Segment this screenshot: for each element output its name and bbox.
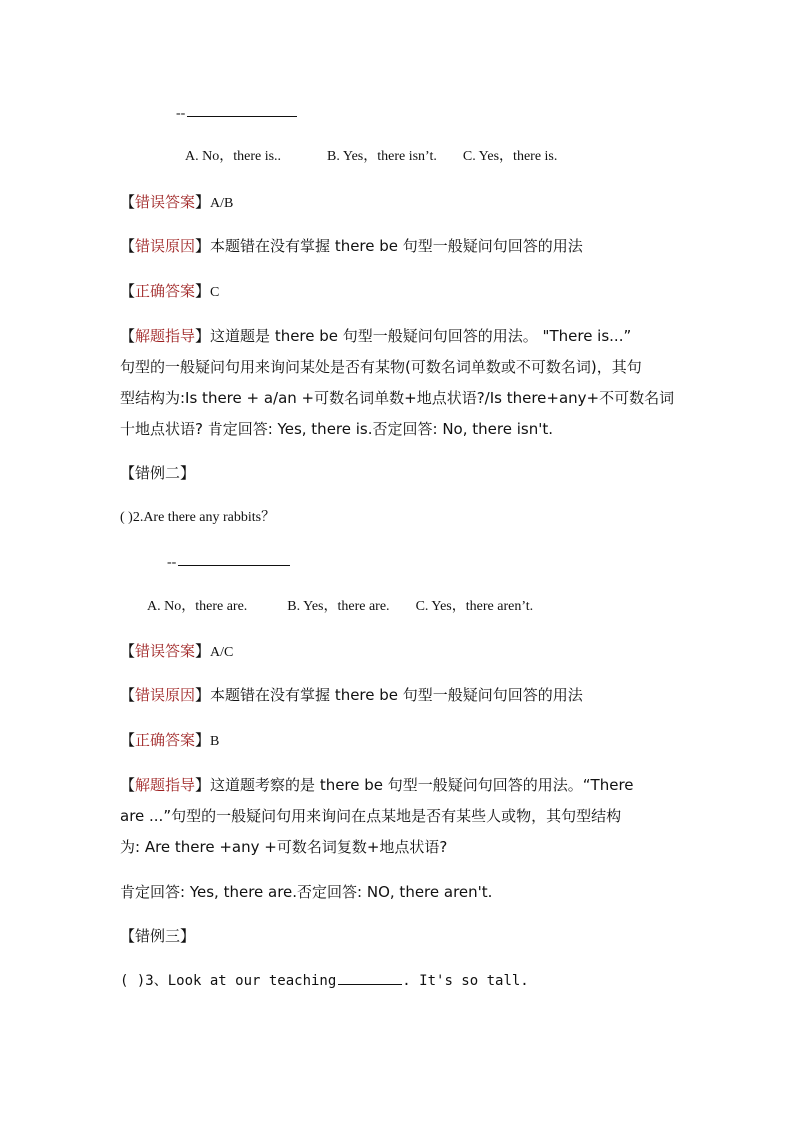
wrong-answer-value: A/C (210, 645, 234, 660)
bracket-close: 】 (195, 686, 211, 704)
wrong-reason-label: 错误原因 (135, 686, 196, 704)
correct-answer-value: B (210, 734, 220, 749)
q1-guide-line-4: 十地点状语? 肯定回答: Yes, there is.否定回答: No, there isn't. (120, 420, 553, 438)
q2-wrong-answer (120, 641, 233, 663)
guide-text: 这道题是 there be 句型一般疑问句回答的用法。 "There is...” (210, 327, 632, 345)
bracket-close: 】 (195, 193, 211, 211)
bracket-open: 【 (120, 282, 136, 300)
q2-guide-line-3: 为: Are there +any +可数名词复数+地点状语? (120, 838, 448, 856)
answer-prefix: -- (167, 555, 177, 570)
bracket-open: 【 (120, 237, 136, 255)
q1-guide-line-2: 句型的一般疑问句用来询问某处是否有某物(可数名词单数或不可数名词)，其句 (120, 358, 642, 376)
q1-guide-line-1 (120, 326, 631, 346)
bracket-close: 】 (195, 642, 211, 660)
wrong-answer-value: A/B (210, 196, 234, 211)
guide-label: 解题指导 (135, 776, 196, 794)
q1-wrong-reason (120, 236, 583, 256)
example3-heading: 【错例三】 (120, 927, 196, 945)
q1-answer-line[interactable] (176, 104, 297, 124)
example2-heading: 【错例二】 (120, 464, 196, 482)
q2-answer-line[interactable] (167, 553, 290, 573)
q3-question (120, 971, 529, 991)
bracket-open: 【 (120, 731, 136, 749)
bracket-open: 【 (120, 642, 136, 660)
answer-prefix: -- (176, 106, 186, 121)
wrong-reason-value: 本题错在没有掌握 there be 句型一般疑问句回答的用法 (210, 237, 583, 255)
bracket-open: 【 (120, 193, 136, 211)
wrong-answer-label: 错误答案 (135, 642, 196, 660)
q2-question: ( )2.Are there any rabbits？ (120, 510, 276, 525)
answer-blank[interactable] (178, 564, 290, 566)
q3-question-start: ( )3、Look at our teaching (120, 973, 337, 989)
q2-guide-line-2: are ...”句型的一般疑问句用来询问在点某地是否有某些人或物，其句型结构 (120, 807, 622, 825)
bracket-close: 】 (195, 237, 211, 255)
answer-blank[interactable] (187, 115, 297, 117)
q1-option-c[interactable]: C. Yes，there is. (462, 149, 558, 164)
bracket-close: 】 (195, 282, 211, 300)
bracket-close: 】 (195, 776, 211, 794)
q1-option-a[interactable]: A. No，there is.. (185, 149, 282, 164)
q3-answer-blank[interactable] (338, 983, 402, 985)
q1-wrong-answer (120, 192, 233, 214)
q2-option-b[interactable]: B. Yes，there are. (287, 599, 390, 614)
q1-correct-answer (120, 281, 219, 303)
q2-options (147, 597, 563, 617)
bracket-open: 【 (120, 776, 136, 794)
q1-option-b[interactable]: B. Yes，there isn’t. (327, 149, 437, 164)
correct-answer-value: C (210, 285, 220, 300)
q1-guide-line-3: 型结构为:Is there + a/an +可数名词单数+地点状语?/Is there+any+不可数名词 (120, 389, 675, 407)
wrong-answer-label: 错误答案 (135, 193, 196, 211)
q2-option-c[interactable]: C. Yes，there aren’t. (415, 599, 534, 614)
q2-wrong-reason (120, 685, 583, 705)
q2-option-a[interactable]: A. No，there are. (147, 599, 248, 614)
wrong-reason-value: 本题错在没有掌握 there be 句型一般疑问句回答的用法 (210, 686, 583, 704)
bracket-close: 】 (195, 327, 211, 345)
guide-label: 解题指导 (135, 327, 196, 345)
wrong-reason-label: 错误原因 (135, 237, 196, 255)
q1-options (185, 147, 587, 167)
q3-question-end: . It's so tall. (402, 973, 529, 989)
q2-guide-line-4: 肯定回答: Yes, there are.否定回答: NO, there aren't. (120, 883, 493, 901)
bracket-open: 【 (120, 686, 136, 704)
q2-correct-answer (120, 730, 219, 752)
correct-answer-label: 正确答案 (135, 731, 196, 749)
q2-guide-line-1 (120, 775, 634, 795)
correct-answer-label: 正确答案 (135, 282, 196, 300)
bracket-open: 【 (120, 327, 136, 345)
guide-text: 这道题考察的是 there be 句型一般疑问句回答的用法。“There (210, 776, 634, 794)
bracket-close: 】 (195, 731, 211, 749)
